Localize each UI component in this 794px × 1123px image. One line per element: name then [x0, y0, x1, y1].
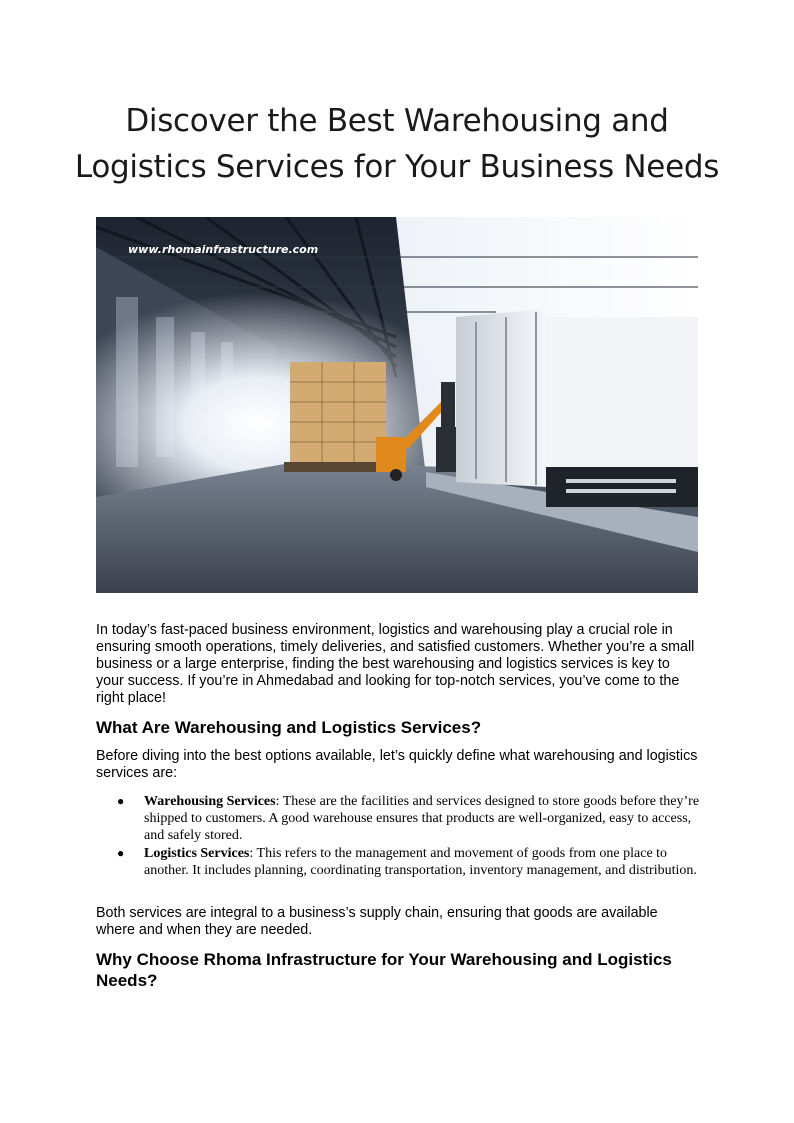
page-title: Discover the Best Warehousing and Logistics Services for Your Business Needs — [74, 103, 720, 185]
list-item — [96, 845, 700, 879]
list-item-text: : These are the facilities and services designed to store goods before they’re shipped to customers. A good warehouse ensures that products are well-organized, easy to access, and safely stored. — [144, 794, 700, 843]
hero-watermark: www.rhomainfrastructure.com — [128, 243, 319, 256]
section-heading-what-are: What Are Warehousing and Logistics Services? — [96, 718, 482, 737]
list-item — [96, 793, 700, 844]
intro-paragraph: In today’s fast-paced business environment, logistics and warehousing play a crucial role in ensuring smooth operations, timely deliveries, and satisfied customers. Whether you’re a small business or a large enterprise, finding the best warehousing and logistics services is key to your success. If you’re in Ahmedabad and looking for top-notch services, you’ve come to the right place! — [96, 622, 695, 706]
list-item-text: : This refers to the management and movement of goods from one place to another. It includes planning, coordinating transportation, inventory management, and distribution. — [144, 846, 697, 878]
hero-image-warehouse-loading-dock — [96, 217, 698, 593]
list-item-term: Warehousing Services — [144, 794, 276, 809]
definitions-list — [96, 793, 700, 880]
bullet-icon: ● — [117, 846, 125, 860]
section-lead-paragraph: Before diving into the best options available, let’s quickly define what warehousing and logistics services are: — [96, 748, 698, 781]
bullet-icon: ● — [117, 794, 125, 808]
section-heading-why-choose: Why Choose Rhoma Infrastructure for Your Warehousing and Logistics Needs? — [96, 950, 672, 990]
section-closing-paragraph: Both services are integral to a business’s supply chain, ensuring that goods are available where and when they are needed. — [96, 905, 658, 938]
list-item-term: Logistics Services — [144, 846, 250, 861]
